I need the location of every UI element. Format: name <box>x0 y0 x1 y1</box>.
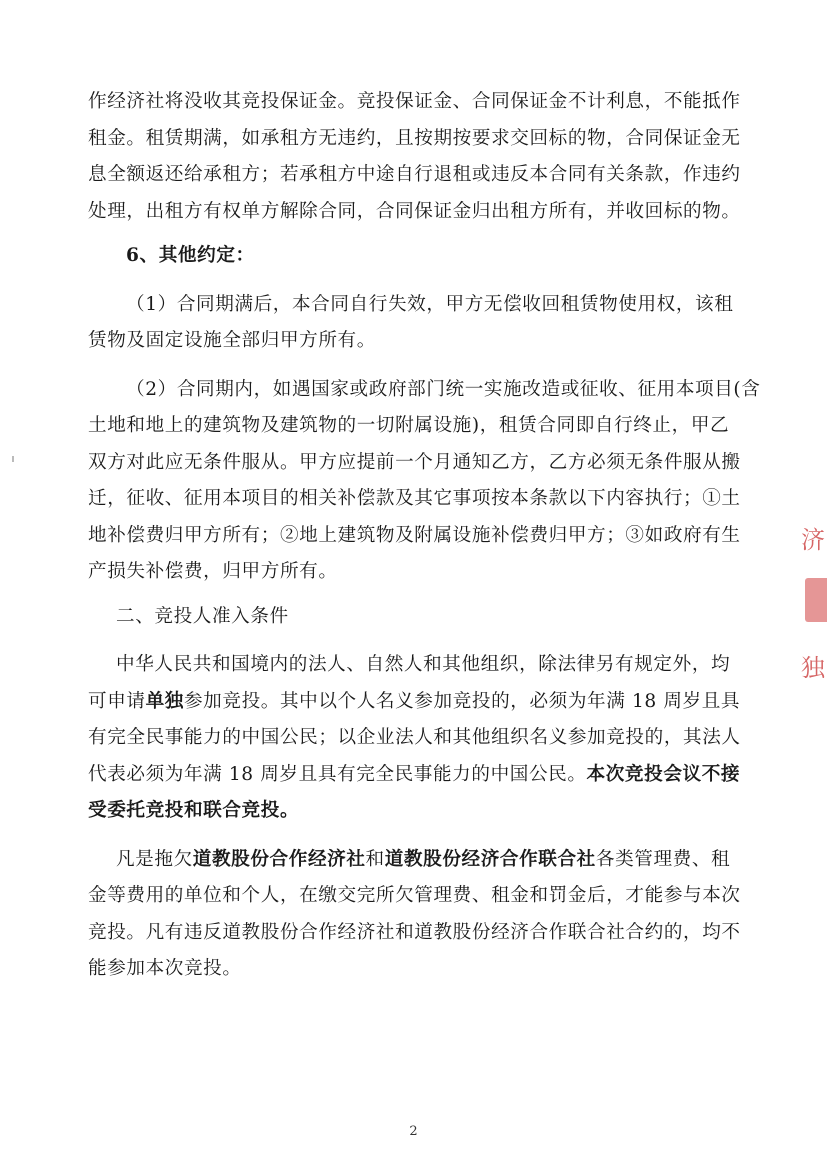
text-line: 能参加本次竞投。 <box>88 958 242 979</box>
text-segment: 可申请 <box>88 690 146 712</box>
emphasis-text: 单独 <box>145 690 184 712</box>
emphasis-line: 受委托竞投和联合竞投。 <box>88 800 300 821</box>
page-number: 2 <box>409 1124 418 1139</box>
text-line: 有完全民事能力的中国公民；以企业法人和其他组织名义参加竞投的，其法人 <box>88 727 741 748</box>
seal-stamp <box>799 520 827 690</box>
seal-blot <box>805 578 827 622</box>
text-line: 产损失补偿费，归甲方所有。 <box>88 561 338 582</box>
text-segment: 参加竞投。其中以个人名义参加竞投的，必须为年满 18 周岁且具 <box>183 690 741 712</box>
text-line: 息全额返还给承租方；若承租方中途自行退租或违反本合同有关条款，作违约 <box>88 164 741 185</box>
emphasis-text: 道教股份经济合作联合社 <box>384 848 596 870</box>
text-line: 双方对此应无条件服从。甲方应提前一个月通知乙方，乙方必须无条件服从搬 <box>88 451 741 473</box>
eligibility-paragraph <box>88 647 744 830</box>
document-body <box>88 84 761 988</box>
text-line: 中华人民共和国境内的法人、自然人和其他组织，除法律另有规定外，均 <box>116 654 731 675</box>
scan-artifact <box>12 456 14 462</box>
text-line: 赁物及固定设施全部归甲方所有。 <box>88 330 376 351</box>
text-line: 金等费用的单位和个人，在缴交完所欠管理费、租金和罚金后，才能参与本次 <box>88 885 741 906</box>
seal-glyph: 独 <box>801 654 825 682</box>
text-line: 作经济社将没收其竞投保证金。竞投保证金、合同保证金不计利息，不能抵作 <box>88 91 741 112</box>
text-segment: 代表必须为年满 18 周岁且具有完全民事能力的中国公民。 <box>88 763 587 785</box>
text-line <box>88 757 744 794</box>
section-6-heading: 6、其他约定： <box>126 245 255 266</box>
text-line: （1）合同期满后，本合同自行失效，甲方无偿收回租赁物使用权，该租 <box>126 293 734 315</box>
text-line <box>88 684 744 721</box>
text-line: （2）合同期内，如遇国家或政府部门统一实施改造或征收、征用本项目(含 <box>126 378 761 400</box>
text-segment: 各类管理费、租 <box>595 848 731 870</box>
text-line: 竞投。凡有违反道教股份合作经济社和道教股份经济合作联合社合约的，均不 <box>88 921 741 943</box>
text-line: 处理，出租方有权单方解除合同，合同保证金归出租方所有，并收回标的物。 <box>88 200 741 222</box>
text-line: 租金。租赁期满，如承租方无违约，且按期按要求交回标的物，合同保证金无 <box>88 127 741 149</box>
text-line: 地补偿费归甲方所有；②地上建筑物及附属设施补偿费归甲方；③如政府有生 <box>88 524 741 546</box>
item-1-paragraph <box>88 287 744 360</box>
seal-glyph: 济 <box>801 526 825 554</box>
emphasis-text: 道教股份合作经济社 <box>192 848 366 870</box>
text-segment: 凡是拖欠 <box>116 848 193 870</box>
deposit-paragraph <box>88 84 744 230</box>
section-2-heading: 二、竞投人准入条件 <box>116 605 289 627</box>
text-line: 迁，征收、征用本项目的相关补偿款及其它事项按本条款以下内容执行；①土 <box>88 488 741 509</box>
emphasis-text: 本次竞投会议不接 <box>586 763 741 785</box>
text-line: 土地和地上的建筑物及建筑物的一切附属设施)，租赁合同即自行终止，甲乙 <box>88 415 730 436</box>
item-2-paragraph <box>88 372 761 591</box>
arrears-paragraph <box>88 842 744 988</box>
text-segment: 和 <box>365 848 385 870</box>
text-line <box>88 842 744 879</box>
